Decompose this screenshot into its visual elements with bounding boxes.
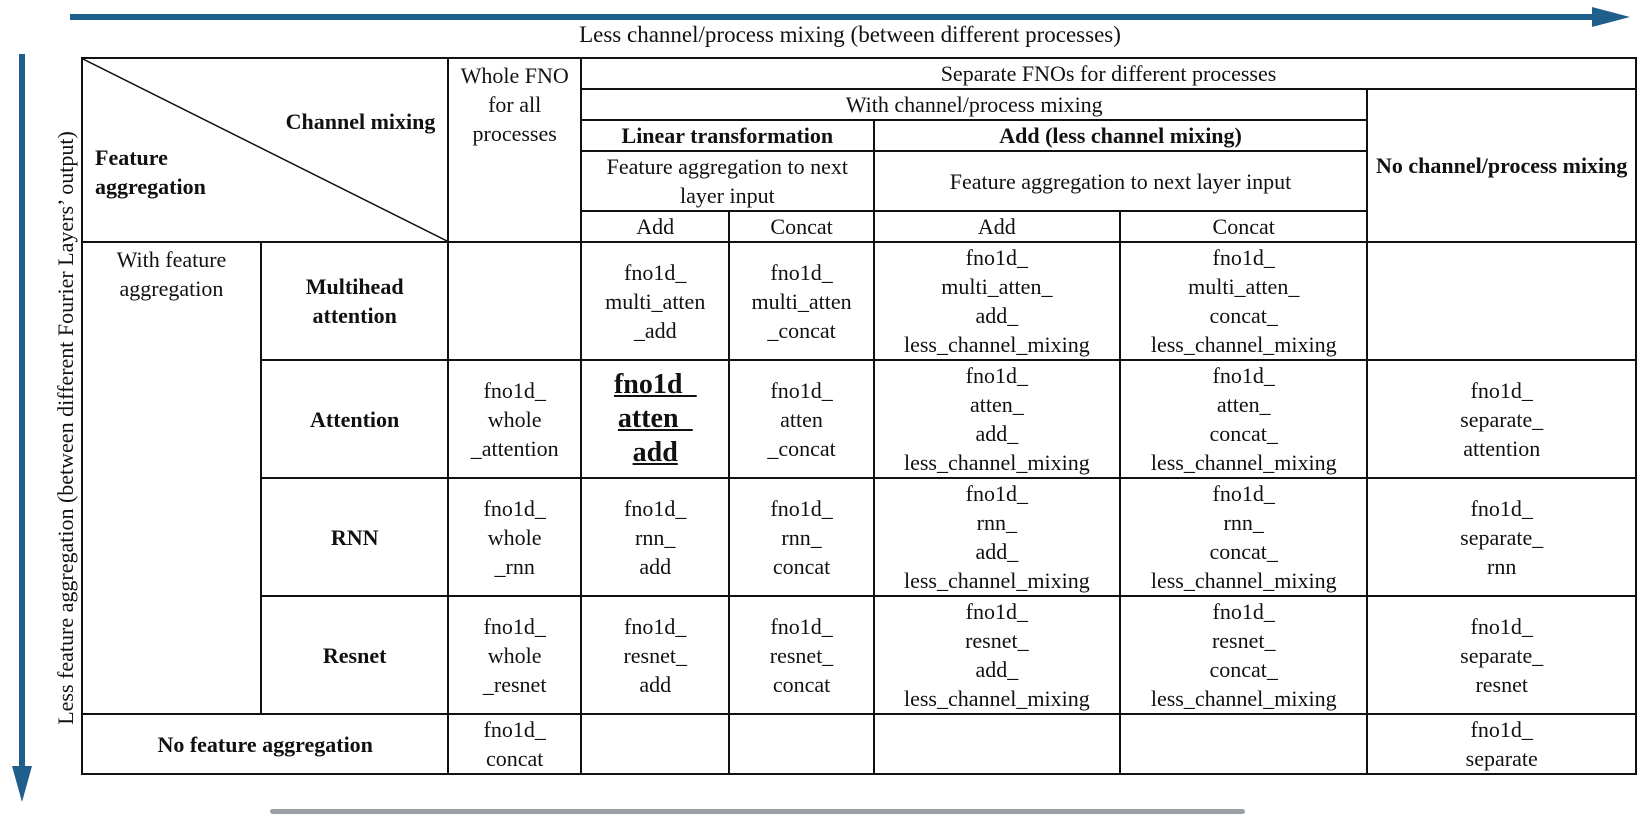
sub-add-header: Add (581, 211, 729, 242)
row-label-rnn: RNN (261, 478, 448, 596)
table-cell: fno1d_ separate_ attention (1367, 360, 1636, 478)
table-cell: fno1d_ resnet_ concat_ less_channel_mixing (1120, 596, 1367, 714)
feature-aggregation-header: Feature aggregation (95, 145, 206, 199)
table-cell: fno1d_ rnn_ concat_ less_channel_mixing (1120, 478, 1367, 596)
table-cell: fno1d_ rnn_ concat (729, 478, 873, 596)
highlighted-cell: fno1d_ atten_ add (581, 360, 729, 478)
table-cell: fno1d_ resnet_ add (581, 596, 729, 714)
horizontal-scrollbar[interactable] (270, 809, 1245, 814)
corner-diagonal-cell (82, 58, 448, 242)
feature-aggregation-linear-header: Feature aggregation to next layer input (581, 151, 874, 211)
left-axis-label: Less feature aggregation (between different Fourier Layers’ output) (53, 131, 78, 725)
table-cell: fno1d_ whole _rnn (448, 478, 581, 596)
table-cell: fno1d_ separate (1367, 714, 1636, 774)
channel-mixing-header: Channel mixing (285, 109, 436, 134)
feature-aggregation-add-header: Feature aggregation to next layer input (874, 151, 1368, 211)
table-cell (1367, 242, 1636, 360)
table-cell: fno1d_ multi_atten_ concat_ less_channel_mixing (1120, 242, 1367, 360)
table-cell (1120, 714, 1367, 774)
table-cell: fno1d_ multi_atten_ add_ less_channel_mixing (874, 242, 1120, 360)
table-cell: fno1d_ multi_atten _add (581, 242, 729, 360)
sub-concat-header: Concat (729, 211, 873, 242)
down-arrow-icon (10, 54, 34, 802)
sub-concat-header: Concat (1120, 211, 1367, 242)
table-cell: fno1d_ multi_atten _concat (729, 242, 873, 360)
whole-fno-header: Whole FNO for all processes (448, 58, 581, 242)
table-cell: fno1d_ atten_ concat_ less_channel_mixing (1120, 360, 1367, 478)
table-cell: fno1d_ rnn_ add_ less_channel_mixing (874, 478, 1120, 596)
table-cell: fno1d_ whole _attention (448, 360, 581, 478)
row-label-resnet: Resnet (261, 596, 448, 714)
no-feature-aggregation-label: No feature aggregation (82, 714, 448, 774)
with-mixing-header: With channel/process mixing (581, 89, 1367, 120)
table-cell: fno1d_ separate_ resnet (1367, 596, 1636, 714)
table-cell: fno1d_ rnn_ add (581, 478, 729, 596)
separate-fno-header: Separate FNOs for different processes (581, 58, 1636, 89)
table-cell (448, 242, 581, 360)
model-variant-table (81, 57, 1637, 775)
linear-transformation-header: Linear transformation (581, 120, 874, 151)
table-cell (729, 714, 873, 774)
table-cell: fno1d_ atten _concat (729, 360, 873, 478)
sub-add-header: Add (874, 211, 1120, 242)
table-cell: fno1d_ atten_ add_ less_channel_mixing (874, 360, 1120, 478)
table-cell: fno1d_ concat (448, 714, 581, 774)
top-axis-label: Less channel/process mixing (between different processes) (579, 22, 1121, 47)
table-cell: fno1d_ whole _resnet (448, 596, 581, 714)
table-cell: fno1d_ resnet_ add_ less_channel_mixing (874, 596, 1120, 714)
row-label-multihead-attention: Multihead attention (261, 242, 448, 360)
table-cell (874, 714, 1120, 774)
add-less-mixing-header: Add (less channel mixing) (874, 120, 1368, 151)
with-feature-aggregation-label: With feature aggregation (82, 242, 261, 714)
row-label-attention: Attention (261, 360, 448, 478)
table-cell: fno1d_ resnet_ concat (729, 596, 873, 714)
table-cell: fno1d_ separate_ rnn (1367, 478, 1636, 596)
table-cell (581, 714, 729, 774)
no-mixing-header: No channel/process mixing (1367, 89, 1636, 242)
